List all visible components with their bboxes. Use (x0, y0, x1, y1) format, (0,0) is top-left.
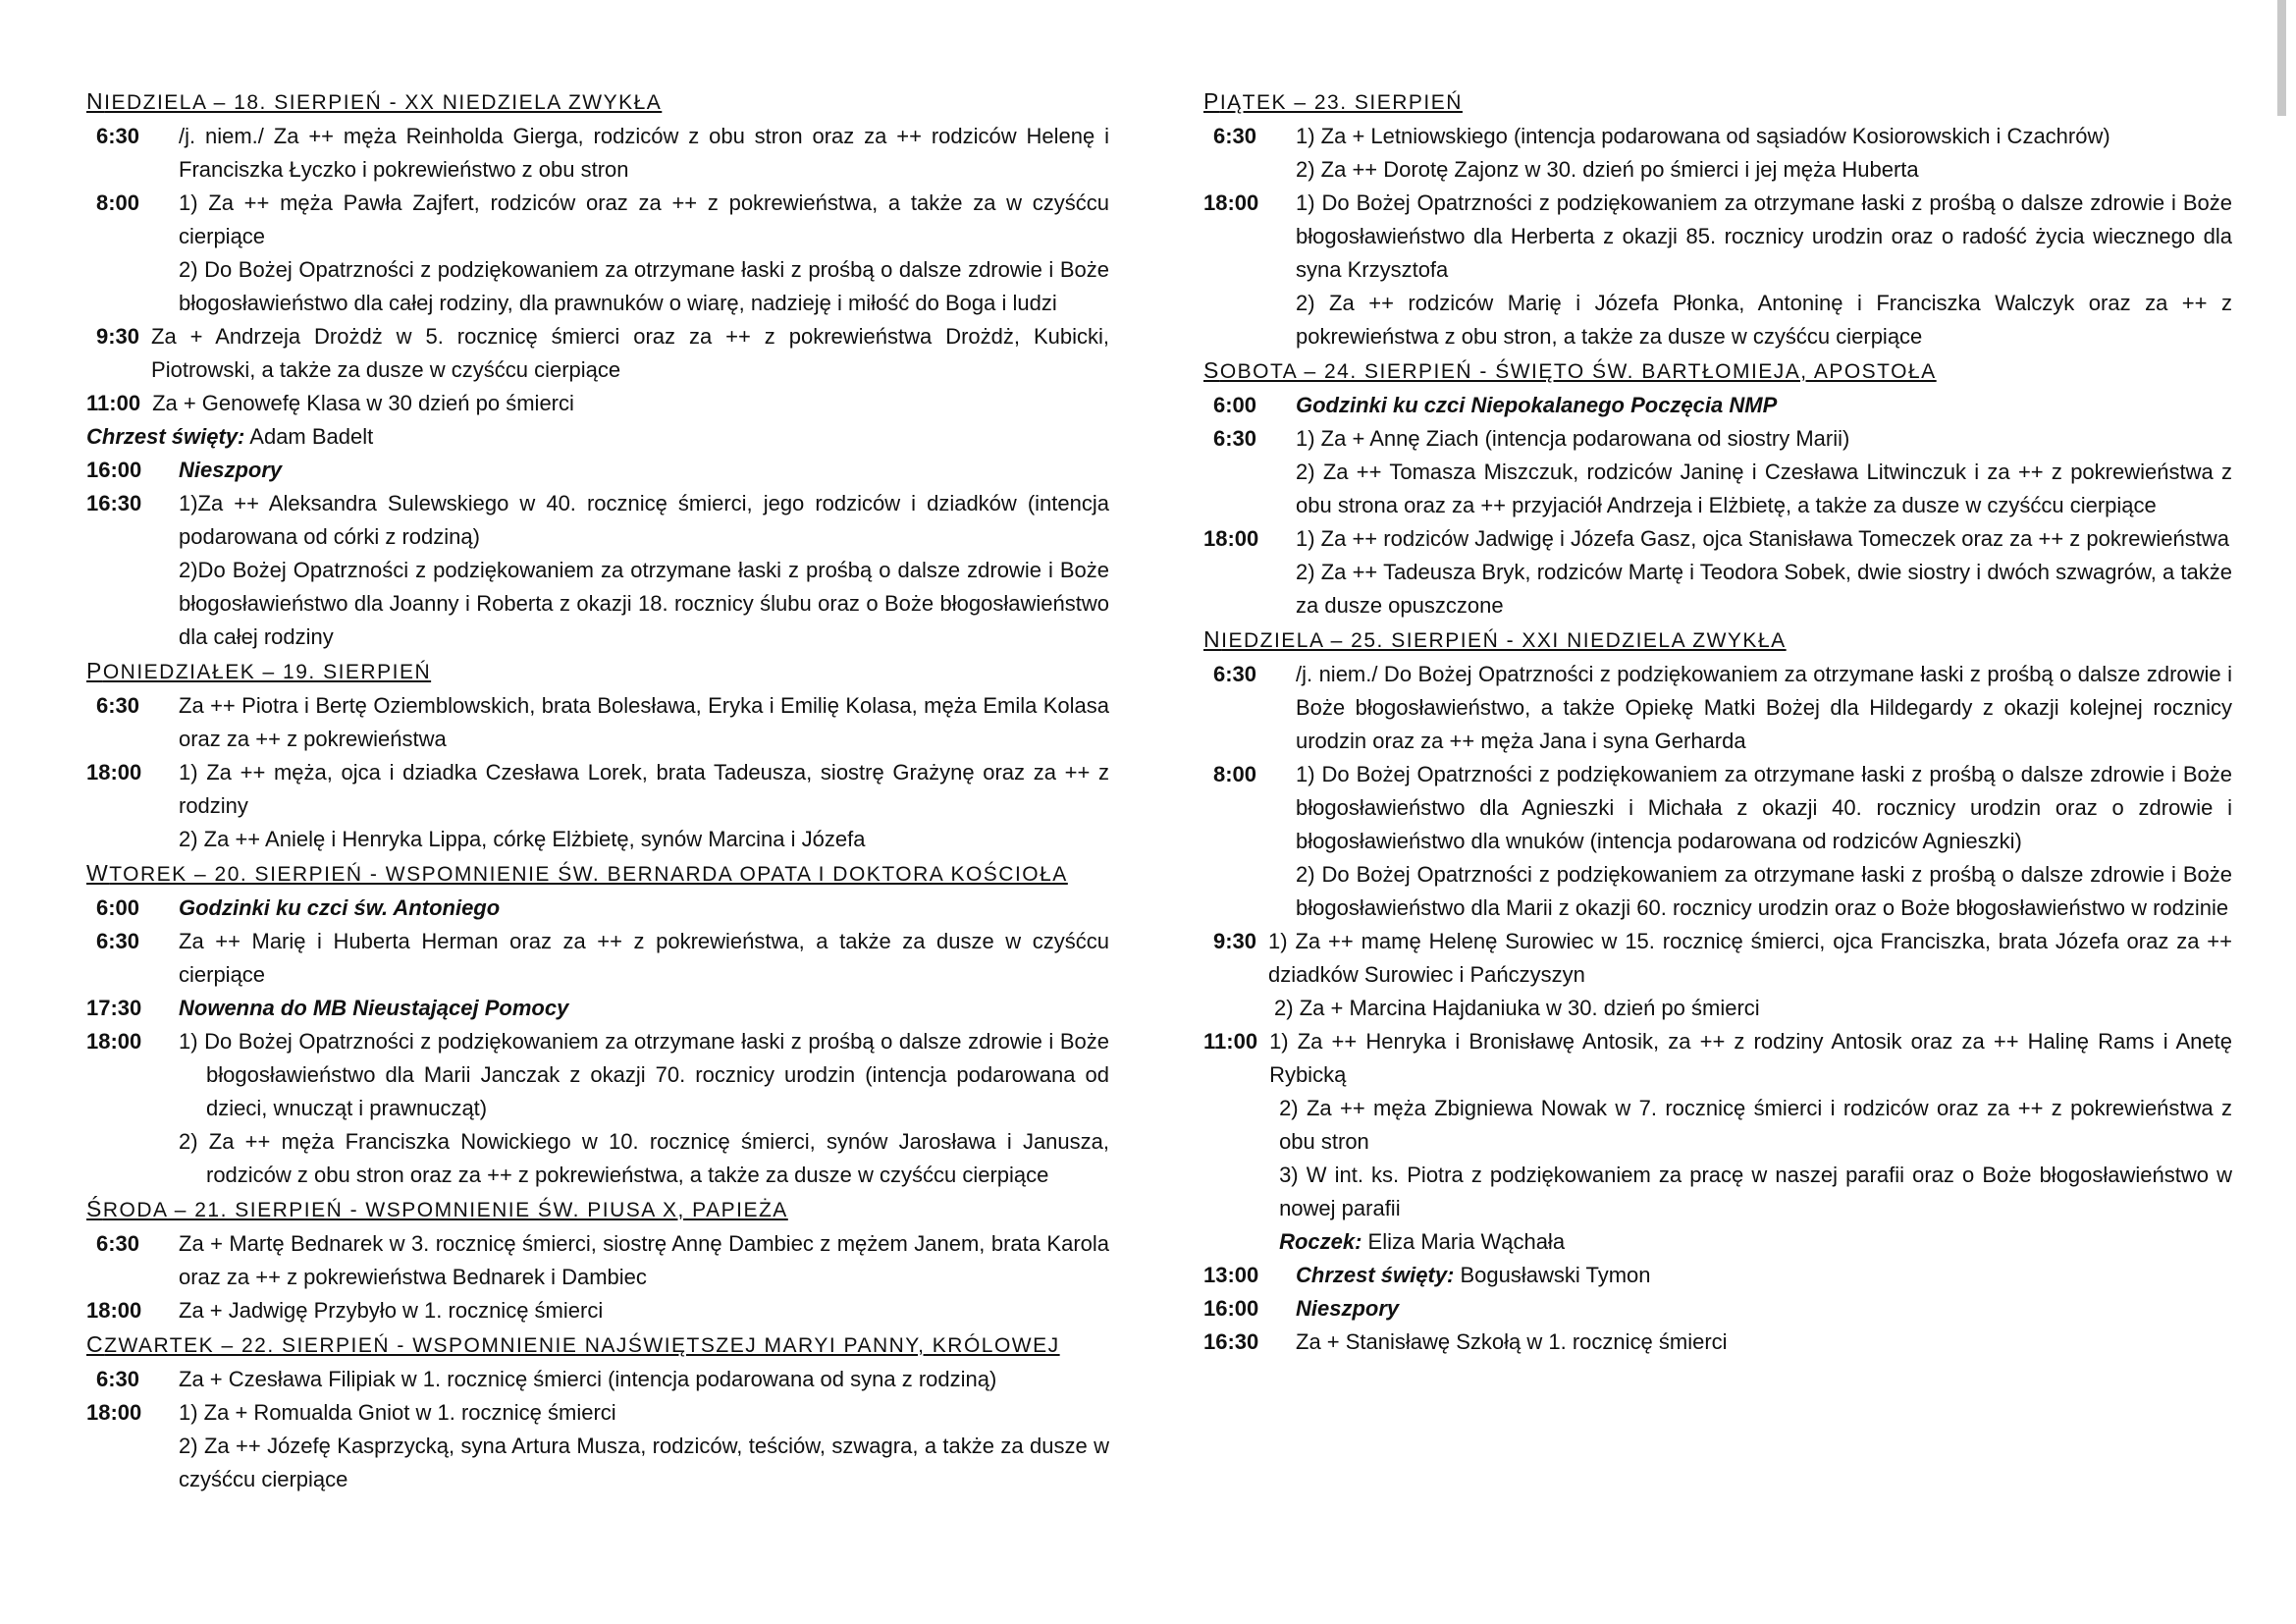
mass-entry (1203, 187, 2232, 353)
note-label: Chrzest święty: (1296, 1263, 1455, 1287)
mass-intentions (179, 992, 1109, 1025)
note-line (86, 420, 1109, 454)
intention: 1) Do Bożej Opatrzności z podziękowaniem za otrzymane łaski z prośbą o dalsze zdrowie i Boże błogosławieństwo dla Marii Janczak z okazji 70. rocznicy urodzin (intencja podarowana od dzieci, wnucząt i prawnucząt) (179, 1029, 1109, 1120)
scrollbar[interactable] (2277, 0, 2286, 116)
mass-time: 18:00 (86, 1298, 142, 1323)
intention: 2) Za ++ męża Franciszka Nowickiego w 10. rocznicę śmierci, synów Jarosława i Janusza, rodziców z obu stron oraz za ++ z pokrewieństwa, a także za dusze w czyśćcu cierpiące (179, 1129, 1109, 1187)
day-heading: SOBOTA – 24. SIERPIEŃ - ŚWIĘTO ŚW. BARTŁOMIEJA, APOSTOŁA (1203, 357, 1937, 383)
intention: Za + Genowefę Klasa w 30 dzień po śmierci (152, 391, 574, 415)
mass-intentions (179, 120, 1109, 187)
intention: 1) Za ++ męża Pawła Zajfert, rodziców oraz za ++ z pokrewieństwa, a także za w czyśćcu cierpiące (179, 190, 1109, 248)
mass-entry (86, 487, 1109, 654)
mass-time: 6:30 (96, 693, 140, 718)
mass-intentions (1296, 1326, 2232, 1359)
mass-time: 13:00 (1203, 1263, 1259, 1287)
mass-time: 16:00 (1203, 1296, 1259, 1321)
mass-time: 9:30 (1213, 929, 1257, 953)
day-heading: ŚRODA – 21. SIERPIEŃ - WSPOMNIENIE ŚW. PIUSA X, PAPIEŻA (86, 1196, 788, 1221)
mass-intentions (179, 454, 1109, 487)
intention: Za + Andrzeja Drożdż w 5. rocznicę śmierci oraz za ++ z pokrewieństwa Drożdż, Kubicki, Piotrowski, a także za dusze w czyśćcu cierpiące (151, 324, 1109, 382)
note-label: Roczek: (1279, 1229, 1362, 1254)
mass-entry (86, 387, 1109, 420)
intention: Za + Martę Bednarek w 3. rocznicę śmierci, siostrę Annę Dambiec z mężem Janem, brata Karola oraz za ++ z pokrewieństwa Bednarek i Dambiec (179, 1231, 1109, 1289)
note-text: Eliza Maria Wąchała (1362, 1229, 1566, 1254)
intention: 2) Za ++ Tadeusza Bryk, rodziców Martę i Teodora Sobek, dwie siostry i dwóch szwagrów, a także za dusze opuszczone (1296, 560, 2232, 618)
intention: 2) Za + Marcina Hajdaniuka w 30. dzień po śmierci (1274, 996, 1760, 1020)
day-heading: PIĄTEK – 23. SIERPIEŃ (1203, 88, 1463, 114)
mass-time: 16:30 (86, 491, 142, 515)
intention: 2) Za ++ rodziców Marię i Józefa Płonka, Antoninę i Franciszka Walczyk oraz za ++ z pokrewieństwa z obu stron, a także za dusze w czyśćcu cierpiące (1296, 291, 2232, 349)
mass-time: 6:30 (96, 929, 140, 953)
intention: 2) Za ++ Tomasza Miszczuk, rodziców Janinę i Czesława Litwinczuk i za ++ z pokrewieństwa z obu strona oraz za ++ przyjaciół Andrzeja i Elżbietę, a także za dusze w czyśćcu cierpiące (1296, 460, 2232, 517)
mass-entry (1203, 1326, 2232, 1359)
mass-intentions (179, 689, 1109, 756)
mass-intentions (1296, 389, 2232, 422)
mass-time: 11:00 (86, 391, 141, 415)
service-name: Godzinki ku czci św. Antoniego (179, 895, 501, 920)
mass-entry (86, 892, 1109, 925)
mass-entry (1203, 925, 2232, 1025)
intention: Za + Czesława Filipiak w 1. rocznicę śmierci (intencja podarowana od syna z rodziną) (179, 1367, 997, 1391)
mass-entry (86, 120, 1109, 187)
day-heading: PONIEDZIAŁEK – 19. SIERPIEŃ (86, 658, 432, 683)
intention: 2)Do Bożej Opatrzności z podziękowaniem za otrzymane łaski z prośbą o dalsze zdrowie i Boże błogosławieństwo dla Joanny i Roberta z okazji 18. rocznicy ślubu oraz o Boże błogosławieństwo dla całej rodziny (179, 558, 1109, 649)
intention: Za + Stanisławę Szkołą w 1. rocznicę śmierci (1296, 1329, 1728, 1354)
note-text: Adam Badelt (244, 424, 374, 449)
intention: 1) Za + Romualda Gniot w 1. rocznicę śmierci (179, 1400, 616, 1425)
mass-time: 18:00 (86, 1029, 142, 1054)
mass-intentions (1296, 1259, 2232, 1292)
intention: Za + Jadwigę Przybyło w 1. rocznicę śmierci (179, 1298, 604, 1323)
mass-intentions (179, 756, 1109, 856)
mass-time: 6:30 (96, 124, 140, 148)
mass-time: 11:00 (1203, 1029, 1258, 1054)
intention: 2) Za ++ męża Zbigniewa Nowak w 7. rocznicę śmierci i rodziców oraz za ++ z pokrewieństwa z obu stron (1279, 1096, 2232, 1154)
mass-intentions (152, 387, 1109, 420)
service-name: Nieszpory (179, 458, 283, 482)
note-line (1269, 1225, 2232, 1259)
intention: 2) Za ++ Józefę Kasprzycką, syna Artura Musza, rodziców, teściów, szwagra, a także za dusze w czyśćcu cierpiące (179, 1434, 1109, 1491)
mass-intentions (1296, 658, 2232, 758)
mass-time: 18:00 (1203, 526, 1259, 551)
mass-intentions (179, 1294, 1109, 1327)
mass-time: 6:00 (96, 895, 140, 920)
mass-intentions (1269, 1025, 2232, 1259)
mass-entry (1203, 120, 2232, 187)
mass-entry (1203, 1259, 2232, 1292)
day-heading: NIEDZIELA – 25. SIERPIEŃ - XXI NIEDZIELA ZWYKŁA (1203, 626, 1787, 652)
mass-entry (86, 925, 1109, 992)
intention: 3) W int. ks. Piotra z podziękowaniem za pracę w naszej parafii oraz o Boże błogosławieństwo w nowej parafii (1279, 1163, 2232, 1220)
mass-intentions (179, 187, 1109, 320)
mass-entry (1203, 658, 2232, 758)
intention: 1)Za ++ Aleksandra Sulewskiego w 40. rocznicę śmierci, jego rodziców i dziadków (intencja podarowana od córki z rodziną) (179, 491, 1109, 549)
day-heading: NIEDZIELA – 18. SIERPIEŃ - XX NIEDZIELA ZWYKŁA (86, 88, 663, 114)
intention: /j. niem./ Do Bożej Opatrzności z podziękowaniem za otrzymane łaski z prośbą o dalsze zdrowie i Boże błogosławieństwo, a także Opiekę Matki Bożej dla Hildegardy z okazji kolejnej rocznicy urodzin oraz za ++ męża Jana i syna Gerharda (1296, 662, 2232, 753)
mass-intentions (179, 1025, 1109, 1192)
mass-intentions (151, 320, 1109, 387)
mass-time: 18:00 (86, 1400, 142, 1425)
mass-entry (86, 1294, 1109, 1327)
mass-time: 8:00 (96, 190, 140, 215)
mass-entry (1203, 758, 2232, 925)
note-line (1296, 1259, 2232, 1292)
intention: 1) Za ++ Henryka i Bronisławę Antosik, za ++ z rodziny Antosik oraz za ++ Halinę Rams i Anetę Rybicką (1269, 1029, 2232, 1087)
mass-intentions (179, 1363, 1109, 1396)
intention: 2) Do Bożej Opatrzności z podziękowaniem za otrzymane łaski z prośbą o dalsze zdrowie i Boże błogosławieństwo dla całej rodziny, dla prawnuków o wiarę, nadzieję i miłość do Boga i ludzi (179, 257, 1109, 315)
mass-entry (1203, 389, 2232, 422)
mass-time: 8:00 (1213, 762, 1257, 786)
mass-entry (86, 689, 1109, 756)
mass-entry (1203, 1025, 2232, 1259)
mass-intentions (1296, 1292, 2232, 1326)
mass-intentions (179, 487, 1109, 654)
mass-time: 18:00 (86, 760, 142, 785)
mass-entry (86, 1396, 1109, 1496)
intention: Za ++ Marię i Huberta Herman oraz za ++ z pokrewieństwa, a także za dusze w czyśćcu cierpiące (179, 929, 1109, 987)
right-column (1203, 84, 2232, 1359)
mass-entry (86, 454, 1109, 487)
mass-time: 6:00 (1213, 393, 1257, 417)
mass-intentions (179, 1396, 1109, 1496)
service-name: Nowenna do MB Nieustającej Pomocy (179, 996, 569, 1020)
intention: 1) Za ++ męża, ojca i dziadka Czesława Lorek, brata Tadeusza, siostrę Grażynę oraz za ++ z rodziny (179, 760, 1109, 818)
service-name: Godzinki ku czci Niepokalanego Poczęcia NMP (1296, 393, 1778, 417)
intention: 1) Za + Annę Ziach (intencja podarowana od siostry Marii) (1296, 426, 1850, 451)
mass-entry (1203, 1292, 2232, 1326)
intention: 1) Za ++ rodziców Jadwigę i Józefa Gasz, ojca Stanisława Tomeczek oraz za ++ z pokrewieństwa (1296, 526, 2229, 551)
intention: 2) Za ++ Dorotę Zajonz w 30. dzień po śmierci i jej męża Huberta (1296, 157, 1919, 182)
mass-entry (86, 420, 1109, 454)
mass-intentions (179, 925, 1109, 992)
intention: /j. niem./ Za ++ męża Reinholda Gierga, rodziców z obu stron oraz za ++ rodziców Helenę i Franciszka Łyczko i pokrewieństwo z obu stron (179, 124, 1109, 182)
intention: 1) Do Bożej Opatrzności z podziękowaniem za otrzymane łaski z prośbą o dalsze zdrowie i Boże błogosławieństwo dla Agnieszki i Michała z okazji 40. rocznicy urodzin oraz o zdrowie i błogosławieństwo dla wnuków (intencja podarowana od rodziców Agnieszki) (1296, 762, 2232, 853)
mass-entry (86, 187, 1109, 320)
mass-intentions (86, 420, 1109, 454)
mass-time: 6:30 (1213, 426, 1257, 451)
mass-intentions (1296, 422, 2232, 522)
intention: 2) Za ++ Anielę i Henryka Lippa, córkę Elżbietę, synów Marcina i Józefa (179, 827, 866, 851)
mass-time: 6:30 (1213, 662, 1257, 686)
mass-entry (86, 320, 1109, 387)
mass-entry (86, 756, 1109, 856)
mass-time: 9:30 (96, 324, 140, 349)
mass-intentions (1296, 522, 2232, 623)
intention: 1) Do Bożej Opatrzności z podziękowaniem za otrzymane łaski z prośbą o dalsze zdrowie i Boże błogosławieństwo dla Herberta z okazji 85. rocznicy urodzin oraz o radość życia wiecznego dla syna Krzysztofa (1296, 190, 2232, 282)
mass-intentions (1296, 120, 2232, 187)
mass-time: 6:30 (1213, 124, 1257, 148)
mass-entry (86, 1227, 1109, 1294)
mass-entry (86, 1025, 1109, 1192)
mass-intentions (1296, 187, 2232, 353)
mass-intentions (179, 1227, 1109, 1294)
intention: 1) Za ++ mamę Helenę Surowiec w 15. rocznicę śmierci, ojca Franciszka, brata Józefa oraz za ++ dziadków Surowiec i Pańczyszyn (1268, 929, 2232, 987)
intention: 2) Do Bożej Opatrzności z podziękowaniem za otrzymane łaski z prośbą o dalsze zdrowie i Boże błogosławieństwo dla Marii z okazji 60. rocznicy urodzin oraz o Boże błogosławieństwo w rodzinie (1296, 862, 2232, 920)
mass-intentions (1268, 925, 2232, 1025)
intention: 1) Za + Letniowskiego (intencja podarowana od sąsiadów Kosiorowskich i Czachrów) (1296, 124, 2110, 148)
mass-intentions (179, 892, 1109, 925)
mass-intentions (1296, 758, 2232, 925)
day-heading: WTOREK – 20. SIERPIEŃ - WSPOMNIENIE ŚW. BERNARDA OPATA I DOKTORA KOŚCIOŁA (86, 860, 1068, 886)
mass-time: 18:00 (1203, 190, 1259, 215)
day-heading: CZWARTEK – 22. SIERPIEŃ - WSPOMNIENIE NAJŚWIĘTSZEJ MARYI PANNY, KRÓLOWEJ (86, 1331, 1060, 1357)
mass-time: 17:30 (86, 996, 142, 1020)
mass-entry (1203, 422, 2232, 522)
mass-entry (1203, 522, 2232, 623)
mass-entry (86, 992, 1109, 1025)
note-label: Chrzest święty: (86, 424, 245, 449)
service-name: Nieszpory (1296, 1296, 1400, 1321)
mass-time: 16:30 (1203, 1329, 1259, 1354)
mass-time: 16:00 (86, 458, 142, 482)
mass-time: 6:30 (96, 1367, 140, 1391)
intention: Za ++ Piotra i Bertę Oziemblowskich, brata Bolesława, Eryka i Emilię Kolasa, męża Emila Kolasa oraz za ++ z pokrewieństwa (179, 693, 1109, 751)
mass-entry (86, 1363, 1109, 1396)
left-column (86, 84, 1109, 1496)
mass-time: 6:30 (96, 1231, 140, 1256)
note-text: Bogusławski Tymon (1454, 1263, 1651, 1287)
